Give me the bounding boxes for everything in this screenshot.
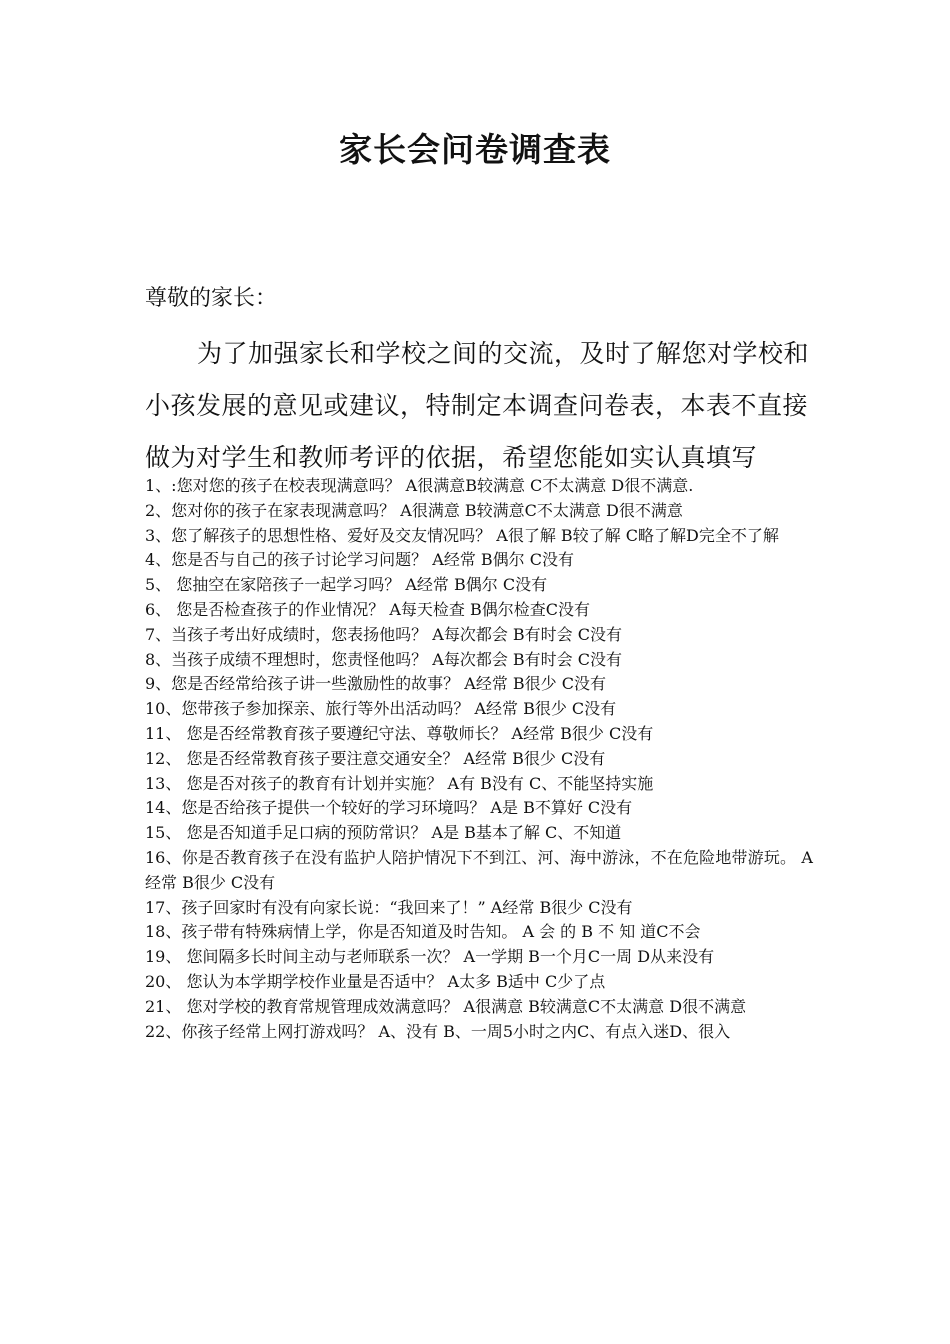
question-item: 14、您是否给孩子提供一个较好的学习环境吗？ A是 B不算好 C没有 <box>145 798 633 818</box>
question-item: 3、您了解孩子的思想性格、爱好及交友情况吗？ A很了解 B较了解 C略了解D完全不了解 <box>145 525 779 545</box>
question-list <box>145 474 813 1044</box>
question-item: 22、你孩子经常上网打游戏吗？ A、没有 B、一周5小时之内C、有点入迷D、很入 <box>145 1021 731 1041</box>
question-item: 21、 您对学校的教育常规管理成效满意吗？ A很满意 B较满意C不太满意 D很不满意 <box>145 996 747 1016</box>
question-item: 7、当孩子考出好成绩时，您表扬他吗？ A每次都会 B有时会 C没有 <box>145 624 622 644</box>
question-item: 6、 您是否检查孩子的作业情况？ A每天检查 B偶尔检查C没有 <box>145 599 590 619</box>
question-item: 13、 您是否对孩子的教育有计划并实施？ A有 B没有 C、不能坚持实施 <box>145 773 654 793</box>
question-item: 19、 您间隔多长时间主动与老师联系一次？ A一学期 B一个月C一周 D从来没有 <box>145 947 715 967</box>
greeting-text: 尊敬的家长： <box>145 286 278 311</box>
question-item: 11、 您是否经常教育孩子要遵纪守法、尊敬师长？ A经常 B很少 C没有 <box>145 723 654 743</box>
question-item: 17、孩子回家时有没有向家长说：“我回来了！” A经常 B很少 C没有 <box>145 897 633 917</box>
question-item: 4、您是否与自己的孩子讨论学习问题？ A经常 B偶尔 C没有 <box>145 550 574 570</box>
question-item: 5、 您抽空在家陪孩子一起学习吗？ A经常 B偶尔 C没有 <box>145 575 548 595</box>
question-item: 16、你是否教育孩子在没有监护人陪护情况下不到江、河、海中游泳，不在危险地带游玩。 A经常 B很少 C没有 <box>145 847 813 892</box>
question-item: 8、当孩子成绩不理想时，您责怪他吗？ A每次都会 B有时会 C没有 <box>145 649 622 669</box>
question-item: 10、您带孩子参加探亲、旅行等外出活动吗？ A经常 B很少 C没有 <box>145 699 617 719</box>
question-item: 2、您对你的孩子在家表现满意吗？ A很满意 B较满意C不太满意 D很不满意 <box>145 500 683 520</box>
question-item: 15、 您是否知道手足口病的预防常识？ A是 B基本了解 C、不知道 <box>145 823 622 843</box>
question-item: 1、:您对您的孩子在校表现满意吗？ A很满意B较满意 C不太满意 D很不满意. <box>145 476 694 495</box>
question-item: 12、 您是否经常教育孩子要注意交通安全？ A经常 B很少 C没有 <box>145 748 606 768</box>
question-item: 18、孩子带有特殊病情上学，你是否知道及时告知。 A 会 的 B 不 知 道C不会 <box>145 922 701 942</box>
question-item: 20、 您认为本学期学校作业量是否适中？ A太多 B适中 C少了点 <box>145 971 606 991</box>
document-title: 家长会问卷调查表 <box>339 130 611 169</box>
question-item: 9、您是否经常给孩子讲一些激励性的故事？ A经常 B很少 C没有 <box>145 674 606 694</box>
intro-paragraph: 为了加强家长和学校之间的交流，及时了解您对学校和小孩发展的意见或建议，特制定本调查问卷表，本表不直接做为对学生和教师考评的依据，希望您能如实认真填写 <box>145 339 810 472</box>
